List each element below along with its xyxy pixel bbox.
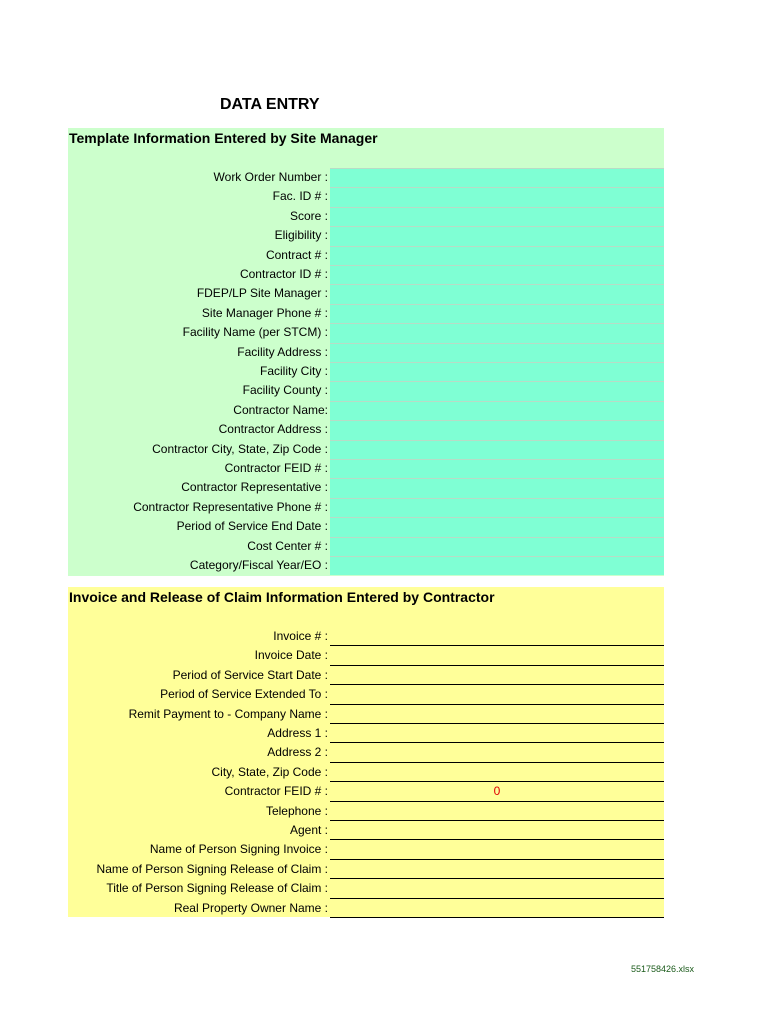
form-row [68, 860, 664, 879]
field-label: Contractor ID # : [239, 267, 328, 281]
form-row [68, 187, 664, 206]
field-input[interactable] [330, 802, 664, 821]
field-label: Score : [289, 208, 328, 223]
field-input[interactable] [330, 343, 664, 362]
form-row [68, 362, 664, 381]
field-label: Contractor FEID # : [224, 784, 328, 799]
field-label: Contractor Name: [233, 402, 328, 417]
field-input[interactable] [330, 207, 664, 226]
field-label: Contract # : [265, 247, 328, 262]
field-label: Invoice Date : [254, 648, 328, 663]
form-row [68, 556, 664, 575]
form-row [68, 705, 664, 724]
field-input[interactable] [330, 284, 664, 303]
field-input[interactable] [330, 304, 664, 323]
field-input[interactable] [330, 381, 664, 400]
form-row [68, 802, 664, 821]
field-input[interactable] [330, 685, 664, 704]
field-input[interactable] [330, 840, 664, 859]
form-row [68, 666, 664, 685]
form-row [68, 646, 664, 665]
form-row [68, 821, 664, 840]
field-label: Contractor Representative : [181, 480, 328, 495]
contractor-section-header: Invoice and Release of Claim Information Entered by Contractor [69, 589, 495, 605]
field-label: Name of Person Signing Invoice : [149, 842, 328, 857]
form-row [68, 440, 664, 459]
field-input[interactable] [330, 323, 664, 342]
field-input[interactable] [330, 537, 664, 556]
form-row [68, 899, 664, 918]
field-label: Contractor City, State, Zip Code : [152, 441, 328, 456]
form-row [68, 498, 664, 517]
field-input[interactable] [330, 168, 664, 187]
field-label: Contractor FEID # : [224, 461, 328, 475]
field-input[interactable]: 0 [330, 782, 664, 801]
form-row [68, 207, 664, 226]
form-row [68, 478, 664, 497]
form-row [68, 304, 664, 323]
field-label: Period of Service Extended To : [160, 687, 328, 702]
contractor-section [68, 587, 664, 917]
form-row [68, 724, 664, 743]
form-row [68, 168, 664, 187]
field-label: Address 2 : [267, 745, 328, 760]
form-row [68, 284, 664, 303]
field-input[interactable] [330, 821, 664, 840]
form-row [68, 537, 664, 556]
site-manager-section [68, 128, 664, 576]
field-label: FDEP/LP Site Manager : [196, 286, 328, 301]
field-label: Facility City : [259, 364, 328, 378]
field-input[interactable] [330, 226, 664, 245]
field-input[interactable] [330, 646, 664, 665]
form-row [68, 763, 664, 782]
form-row [68, 627, 664, 646]
form-row [68, 265, 664, 284]
field-label: City, State, Zip Code : [211, 764, 328, 779]
form-row [68, 840, 664, 859]
field-label: Title of Person Signing Release of Claim : [106, 881, 328, 896]
field-label: Contractor Representative Phone # : [133, 499, 328, 514]
field-label: Facility Address : [237, 344, 328, 359]
field-input[interactable] [330, 743, 664, 762]
field-input[interactable] [330, 246, 664, 265]
field-input[interactable] [330, 401, 664, 420]
field-input[interactable] [330, 899, 664, 918]
field-input[interactable] [330, 517, 664, 536]
field-input[interactable] [330, 879, 664, 898]
field-input[interactable] [330, 478, 664, 497]
field-input[interactable] [330, 187, 664, 206]
form-row [68, 323, 664, 342]
field-input[interactable] [330, 724, 664, 743]
field-input[interactable] [330, 627, 664, 646]
field-input[interactable] [330, 420, 664, 439]
form-row [68, 381, 664, 400]
site-manager-section-header: Template Information Entered by Site Manager [69, 130, 378, 146]
file-name: 551758426.xlsx [631, 964, 695, 974]
field-label: Period of Service Start Date : [172, 667, 328, 682]
form-row [68, 226, 664, 245]
form-row [68, 401, 664, 420]
field-label: Real Property Owner Name : [173, 900, 328, 915]
form-row [68, 459, 664, 478]
field-input[interactable] [330, 860, 664, 879]
field-label: Facility Name (per STCM) : [182, 325, 328, 340]
field-label: Invoice # : [273, 629, 328, 643]
field-input[interactable] [330, 265, 664, 284]
field-label: Facility County : [242, 383, 328, 398]
field-label: Work Order Number : [213, 170, 328, 184]
field-label: Cost Center # : [247, 538, 328, 553]
field-input[interactable] [330, 362, 664, 381]
form-row [68, 782, 664, 801]
form-row [68, 685, 664, 704]
field-label: Telephone : [265, 803, 328, 818]
field-label: Category/Fiscal Year/EO : [189, 558, 328, 572]
form-row [68, 246, 664, 265]
field-label: Contractor Address : [218, 422, 328, 437]
field-label: Agent : [289, 823, 328, 837]
field-input[interactable] [330, 440, 664, 459]
field-label: Fac. ID # : [272, 189, 328, 204]
field-input[interactable] [330, 666, 664, 685]
form-row [68, 420, 664, 439]
field-input[interactable] [330, 498, 664, 517]
field-label: Period of Service End Date : [176, 519, 328, 534]
field-label: Name of Person Signing Release of Claim : [96, 861, 328, 876]
field-input[interactable] [330, 459, 664, 478]
field-label: Eligibility : [274, 228, 328, 243]
page-title: DATA ENTRY [220, 96, 320, 113]
form-row [68, 879, 664, 898]
field-input[interactable] [330, 556, 664, 575]
form-row [68, 517, 664, 536]
field-input[interactable] [330, 705, 664, 724]
field-label: Site Manager Phone # : [201, 305, 328, 320]
field-label: Address 1 : [267, 726, 328, 740]
form-row [68, 743, 664, 762]
field-input[interactable] [330, 763, 664, 782]
field-label: Remit Payment to - Company Name : [128, 706, 328, 721]
form-row [68, 343, 664, 362]
